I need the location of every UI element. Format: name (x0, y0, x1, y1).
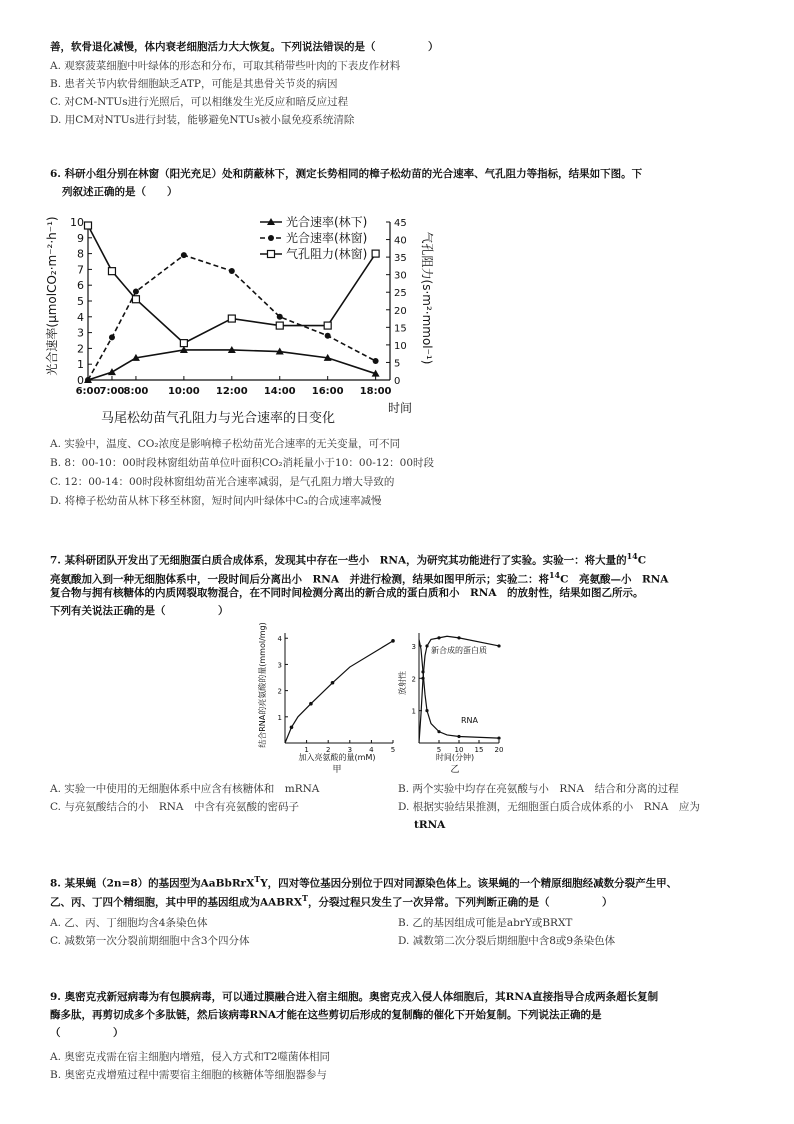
chart1-point-gap-photosynthesis (181, 252, 187, 258)
chart1-y-right-tick-label: 10 (394, 340, 407, 352)
chart1-x-tick-label: 6:00 (75, 386, 101, 397)
chart1-point-gap-resistance (372, 250, 379, 257)
chart1-point-gap-photosynthesis (85, 377, 91, 383)
chart1-title: 马尾松幼苗气孔阻力与光合速率的日变化 (100, 411, 336, 426)
chart1-y-right-tick-label: 5 (394, 358, 401, 370)
chart1-point-gap-photosynthesis (229, 268, 235, 274)
q9-stem-line1: 9. 奥密克戎新冠病毒为有包膜病毒，可以通过膜融合进入宿主细胞。奥密克戎入侵人体细胞后，其RNA直接指导合成两条超长复制 (50, 991, 659, 1003)
chart1-y-left-tick-label: 4 (77, 310, 84, 324)
chart1-x-tick-label: 10:00 (167, 386, 200, 397)
chart1-y-left-label: 光合速率(μmolCO₂·m⁻²·h⁻¹) (45, 216, 59, 376)
chart-jia-x-tick-label: 2 (325, 746, 331, 754)
q7-option-c[interactable]: C. 与亮氨酸结合的小 RNA 中含有亮氨酸的密码子 (50, 801, 300, 813)
chart1-x-tick-label: 7:00 (99, 386, 125, 397)
chart-yi-x-tick-label: 10 (454, 746, 464, 754)
legend-square-marker (268, 251, 275, 258)
chart1-point-gap-resistance (108, 268, 115, 275)
q8-option-a[interactable]: A. 乙、丙、丁细胞均含4条染色体 (50, 917, 208, 929)
chart1-point-gap-resistance (228, 315, 235, 322)
q7-stem-line1 (50, 549, 646, 568)
q7-stem-line2-text: 亮氨酸加入到一种无细胞体系中，一段时间后分离出小 RNA 并进行检测，结果如图甲所示；实验二：将 (50, 573, 549, 586)
stomatal-resistance-photosynthesis-chart (45, 208, 434, 428)
chart-jia-x-tick-label: 4 (369, 746, 374, 754)
chart-yi-point (437, 636, 440, 639)
chart1-series-line-1 (88, 350, 376, 380)
chart1-y-left-tick-label: 3 (77, 326, 84, 340)
q5-stem: 善，软骨退化减慢，体内衰老细胞活力大大恢复。下列说法错误的是（ ） (50, 41, 439, 53)
q6-option-c[interactable]: C. 12：00-14：00时段林窗组幼苗光合速率减弱，是气孔阻力增大导致的 (50, 476, 395, 488)
chart1-y-right-tick-label: 15 (394, 323, 407, 335)
chart-jia-y-tick-label: 1 (277, 713, 282, 722)
q7-stem-line3: 复合物与拥有核糖体的内质网裂取物混合，在不同时间检测分离出的新合成的蛋白质和小 RNA 的放射性，结果如图乙所示。 (50, 587, 644, 599)
chart-yi-y-tick-label: 1 (411, 707, 416, 716)
q8-sup-1: T (254, 874, 261, 884)
chart1-point-gap-resistance (180, 340, 187, 347)
q9-option-a[interactable]: A. 奥密克戎需在宿主细胞内增殖，侵入方式和T2噬菌体相同 (50, 1051, 330, 1063)
chart1-point-gap-resistance (132, 296, 139, 303)
chart1-y-right-tick-label: 40 (394, 235, 407, 247)
q9-option-b[interactable]: B. 奥密克戎增殖过程中需要宿主细胞的核糖体等细胞器参与 (50, 1069, 327, 1081)
chart-yi-x-tick-label: 20 (494, 746, 504, 754)
chart1-point-gap-photosynthesis (109, 334, 115, 340)
chart-jia-point (331, 681, 335, 685)
chart1-y-left-tick-label: 9 (77, 231, 84, 245)
legend-gap-photosynthesis: 光合速率(林窗) (286, 231, 368, 245)
chart-jia-y-tick-label: 4 (277, 635, 282, 644)
chart-yi-x-tick-label: 15 (474, 746, 484, 754)
chart1-point-gap-resistance (276, 322, 283, 329)
chart-jia-x-tick-label: 5 (390, 746, 396, 754)
chart-yi-x-label: 时间(分钟) (435, 753, 475, 762)
chart-jia-y-label: 结合RNA的亮氨酸的量(mmol/mg) (258, 622, 267, 748)
chart1-y-left-tick-label: 7 (77, 263, 84, 277)
chart-jia-y-tick-label: 3 (277, 661, 282, 670)
q7-option-d-line2[interactable]: tRNA (414, 819, 446, 831)
q8-stem-line1 (50, 872, 677, 891)
chart-yi-y-tick-label: 2 (411, 675, 416, 684)
chart1-x-tick-label: 16:00 (311, 386, 344, 397)
chart-jia-x-tick-label: 1 (304, 746, 309, 754)
chart1-y-right-tick-label: 45 (394, 218, 407, 229)
chart-jia-leucine-binding (255, 622, 405, 775)
chart1-y-right-label: 气孔阻力(s·m²·mmol⁻¹) (420, 231, 434, 365)
chart1-x-tick-label: 18:00 (359, 386, 392, 397)
q8-option-b[interactable]: B. 乙的基因组成可能是abrY或BRXT (398, 917, 573, 929)
q7-stem-line4: 下列有关说法正确的是（ ） (50, 605, 229, 617)
q5-option-b[interactable]: B. 患者关节内软骨细胞缺乏ATP，可能是其患骨关节炎的病因 (50, 78, 338, 90)
chart1-y-right-tick-label: 20 (394, 305, 407, 317)
q6-option-d[interactable]: D. 将樟子松幼苗从林下移至林窗，短时间内叶绿体中C₃的合成速率减慢 (50, 495, 382, 507)
chart1-x-tick-label: 12:00 (215, 386, 248, 397)
q6-option-a[interactable]: A. 实验中，温度、CO₂浓度是影响樟子松幼苗光合速率的无关变量，可不同 (50, 438, 401, 450)
chart1-y-right-tick-label: 25 (394, 288, 407, 300)
legend-forest-photosynthesis: 光合速率(林下) (286, 215, 368, 229)
chart-yi-rna-label: RNA (461, 716, 479, 725)
chart-yi-point (457, 636, 460, 639)
chart1-y-left-tick-label: 1 (77, 358, 84, 372)
q8-option-c[interactable]: C. 减数第一次分裂前期细胞中含3个四分体 (50, 935, 250, 947)
chart-jia-x-tick-label: 3 (347, 746, 353, 754)
chart1-y-right-tick-label: 0 (394, 376, 401, 387)
legend-dot-marker (268, 235, 274, 241)
q6-stem-line1: 6. 科研小组分别在林窗（阳光充足）处和荫蔽林下，测定长势相同的樟子松幼苗的光合速率、气孔阻力等指标，结果如下图。下 (50, 168, 643, 180)
chart-yi-point (497, 737, 500, 740)
chart-jia-point (309, 702, 313, 706)
q5-option-d[interactable]: D. 用CM对NTUs进行封装，能够避免NTUs被小鼠免疫系统清除 (50, 114, 355, 126)
q8-stem-line1-text: 8. 某果蝇（2n=8）的基因型为AaBbRrX (50, 877, 255, 890)
q7-isotope-symbol-1: C (637, 554, 647, 567)
chart1-point-gap-resistance (324, 322, 331, 329)
chart1-y-left-tick-label: 10 (70, 216, 84, 229)
q6-option-b[interactable]: B. 8：00-10：00时段林窗组幼苗单位叶面积CO₂消耗量小于10：00-12：00时段 (50, 457, 435, 469)
chart1-y-left-tick-label: 8 (77, 247, 84, 261)
chart1-x-tick-label: 14:00 (263, 386, 296, 397)
legend-gap-resistance: 气孔阻力(林窗) (286, 247, 368, 261)
chart1-y-left-tick-label: 2 (77, 342, 84, 356)
chart1-y-right-tick-label: 35 (394, 253, 407, 265)
chart-yi-point (425, 644, 428, 647)
chart-yi-point (421, 670, 424, 673)
chart1-y-left-tick-label: 5 (77, 295, 84, 308)
q5-option-c[interactable]: C. 对CM-NTUs进行光照后，可以相继发生光反应和暗反应过程 (50, 96, 349, 108)
q7-stem-line2 (50, 568, 668, 587)
chart1-point-gap-photosynthesis (373, 358, 379, 364)
chart1-point-forest-photosynthesis (108, 368, 116, 375)
q8-stem-line2-text: 乙、丙、丁四个精细胞，其中甲的基因组成为AABRX (50, 896, 303, 909)
q7-stem-line1-text: 7. 某科研团队开发出了无细胞蛋白质合成体系，发现其中存在一些小 RNA，为研究其功能进行了实验。实验一：将大量的 (50, 554, 627, 567)
chart-yi-y-tick-label: 3 (411, 642, 416, 651)
chart1-point-gap-photosynthesis (277, 314, 283, 320)
q8-stem-line2-tail: ，分裂过程只发生了一次异常。下列判断正确的是（ ） (308, 896, 613, 909)
chart-yi-x-tick-label: 5 (436, 746, 442, 754)
q8-option-d[interactable]: D. 减数第二次分裂后期细胞中含8或9条染色体 (398, 935, 616, 947)
chart-jia-x-label: 加入亮氨酸的量(mM) (298, 753, 376, 762)
chart-jia-y-tick-label: 2 (277, 687, 282, 696)
q5-option-a[interactable]: A. 观察菠菜细胞中叶绿体的形态和分布，可取其稍带些叶肉的下表皮作材料 (50, 60, 401, 72)
chart-yi-radioactivity (395, 625, 515, 775)
chart1-x-label: 时间 (387, 401, 413, 415)
chart1-y-left-tick-label: 0 (77, 374, 84, 387)
chart1-point-gap-resistance (85, 222, 92, 229)
q7-option-d-line1[interactable]: D. 根据实验结果推测，无细胞蛋白质合成体系的小 RNA 应为 (398, 801, 700, 813)
q8-sup-2: T (302, 893, 308, 903)
chart-jia-point (290, 725, 294, 729)
q6-stem-line2: 列叙述正确的是（ ） (62, 186, 178, 198)
chart1-point-gap-photosynthesis (133, 289, 139, 295)
q9-stem-line2: 酶多肽，再剪切成多个多肽链，然后该病毒RNA才能在这些剪切后形成的复制酶的催化下开始复制。下列说法正确的是 (50, 1009, 602, 1021)
chart1-y-right-tick-label: 30 (394, 270, 407, 282)
q8-stem-line2 (50, 891, 613, 910)
chart-jia-name: 甲 (332, 765, 342, 775)
chart-yi-name: 乙 (450, 765, 460, 775)
chart-yi-point (457, 735, 460, 738)
chart1-x-tick-label: 8:00 (123, 386, 149, 397)
q7-option-a[interactable]: A. 实验一中使用的无细胞体系中应含有核糖体和 mRNA (50, 783, 320, 795)
chart-yi-y-label: 放射性 (398, 671, 407, 695)
chart-yi-point (425, 709, 428, 712)
chart1-point-gap-photosynthesis (325, 333, 331, 339)
chart1-y-left-tick-label: 6 (77, 279, 84, 293)
q7-isotope-mass-1: 14 (626, 551, 638, 561)
q7-isotope-mass-2: 14 (548, 570, 561, 580)
q9-stem-line3: （ ） (50, 1027, 124, 1039)
chart-yi-protein-label: 新合成的蛋白质 (431, 646, 487, 655)
chart-yi-point (437, 730, 440, 733)
q8-stem-line1-tail: Y，四对等位基因分别位于四对同源染色体上。该果蝇的一个精原细胞经减数分裂产生甲、 (260, 877, 678, 890)
q7-stem-line2-tail: C 亮氨酸—小 RNA (560, 573, 669, 586)
chart-jia-curve (285, 641, 393, 743)
chart-yi-point (497, 644, 500, 647)
q7-option-b[interactable]: B. 两个实验中均存在亮氨酸与小 RNA 结合和分离的过程 (398, 783, 679, 795)
